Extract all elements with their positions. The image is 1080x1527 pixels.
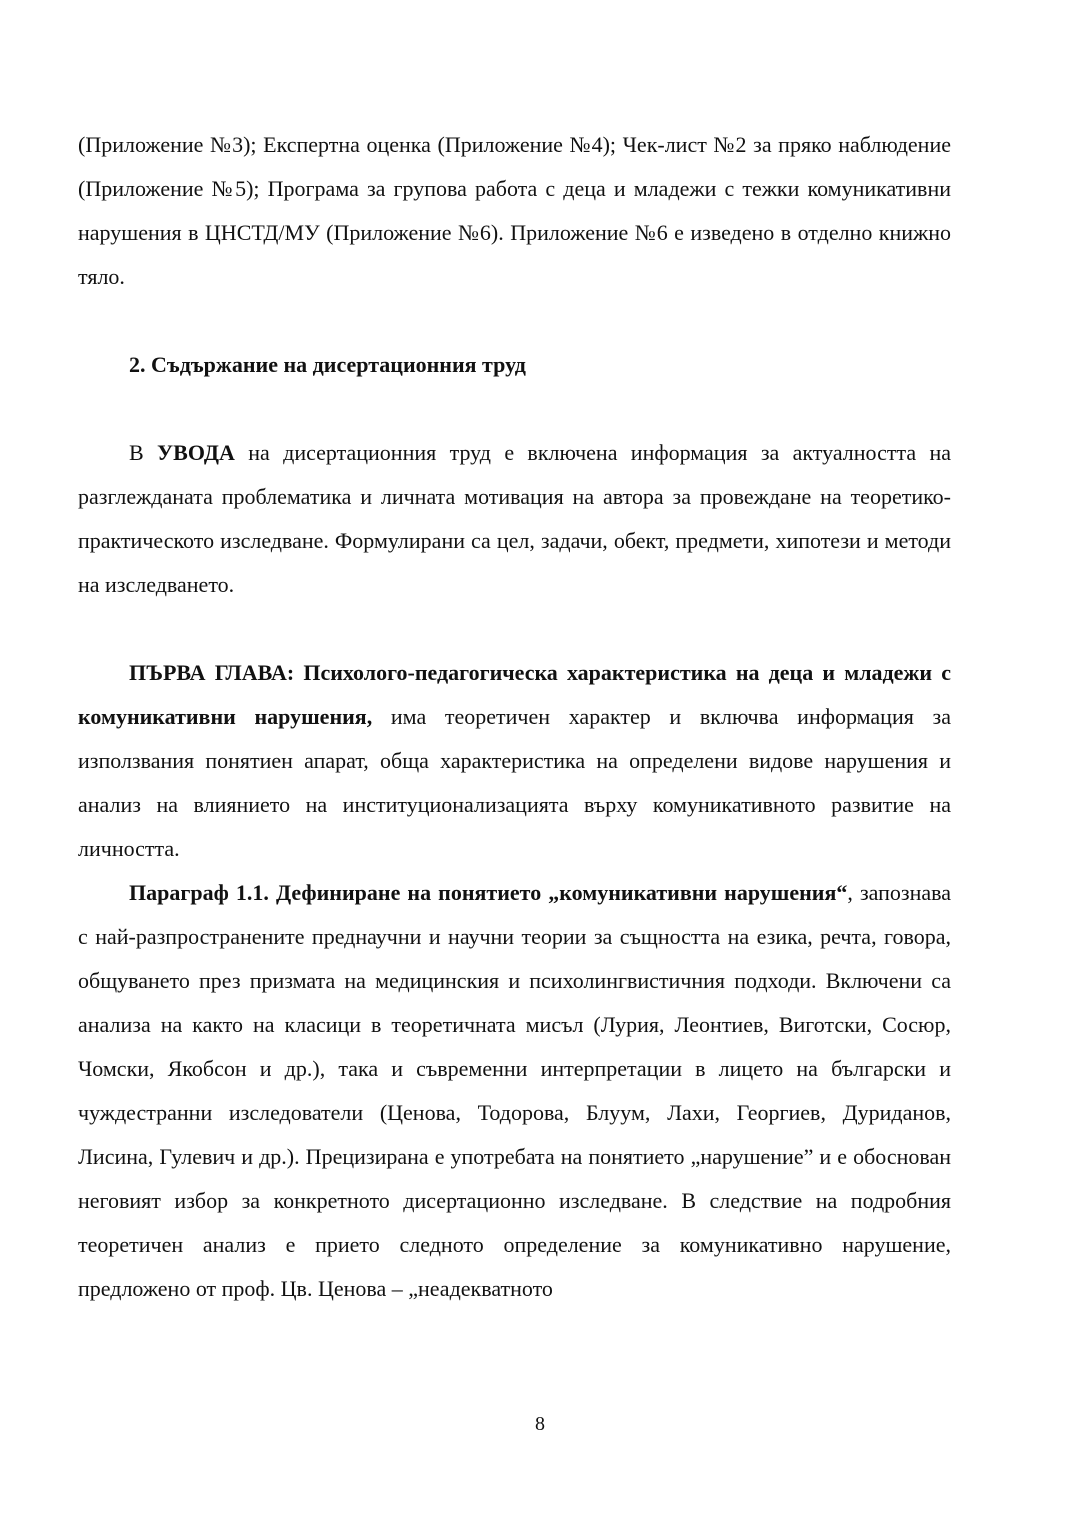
paragraph-1-1-text: , запознава с най-разпространените преднаучни и научни теории за същността на езика, речта, говора, общуването през призмата на медицинския и психолингвистичния подходи. Включени са анализа на както на класици в теоретичната мисъл (Лурия, Леонтиев, Виготски, Сосюр, Чомски, Якобсон и др.), така и съвременни интерпретации в лицето на български и чуждестранни изследователи (Ценова, Тодорова, Блуум, Лахи, Георгиев, Дуриданов, Лисина, Гулевич и др.). Прецизирана е употребата на понятието „нарушение” и е обоснован неговият избор за конкретното дисертационно изследване. В следствие на подробния теоретичен анализ е прието следното определение за комуникативно нарушение, предложено от проф. Цв. Ценова – „неадекватното: [78, 880, 952, 1301]
chapter-one-paragraph: [78, 651, 951, 871]
page-content: [78, 123, 951, 1311]
page-number: 8: [535, 1413, 545, 1435]
spacer: [78, 299, 951, 343]
paragraph-1-1-title: Параграф 1.1. Дефиниране на понятието „комуникативни нарушения“: [129, 880, 848, 905]
intro-paragraph: [78, 431, 951, 607]
section-heading: 2. Съдържание на дисертационния труд: [129, 352, 526, 377]
intro-text: на дисертационния труд е включена информация за актуалността на разглежданата проблематика и личната мотивация на автора за провеждане на теоретико-практическото изследване. Формулирани са цел, задачи, обект, предмети, хипотези и методи на изследването.: [78, 440, 951, 597]
chapter-one-text: има теоретичен характер и включва информация за използвания понятиен апарат, обща характеристика на определени видове нарушения и анализ на влиянието на институционализацията върху комуникативното развитие на личността.: [78, 704, 951, 861]
chapter-one-title: ПЪРВА ГЛАВА: Психолого-педагогическа характеристика на деца и младежи с комуникативни нарушения,: [78, 660, 951, 729]
intro-bold-term: УВОДА: [157, 440, 235, 465]
spacer: [78, 607, 951, 651]
continued-paragraph: (Приложение №3); Експертна оценка (Приложение №4); Чек-лист №2 за пряко наблюдение (Приложение №5); Програма за групова работа с деца и младежи с тежки комуникативни нарушения в ЦНСТД/МУ (Приложение №6). Приложение №6 е изведено в отделно книжно тяло.: [78, 132, 951, 289]
intro-lead: В: [129, 440, 158, 465]
paragraph-1-1: [78, 871, 951, 1311]
spacer: [78, 387, 951, 431]
